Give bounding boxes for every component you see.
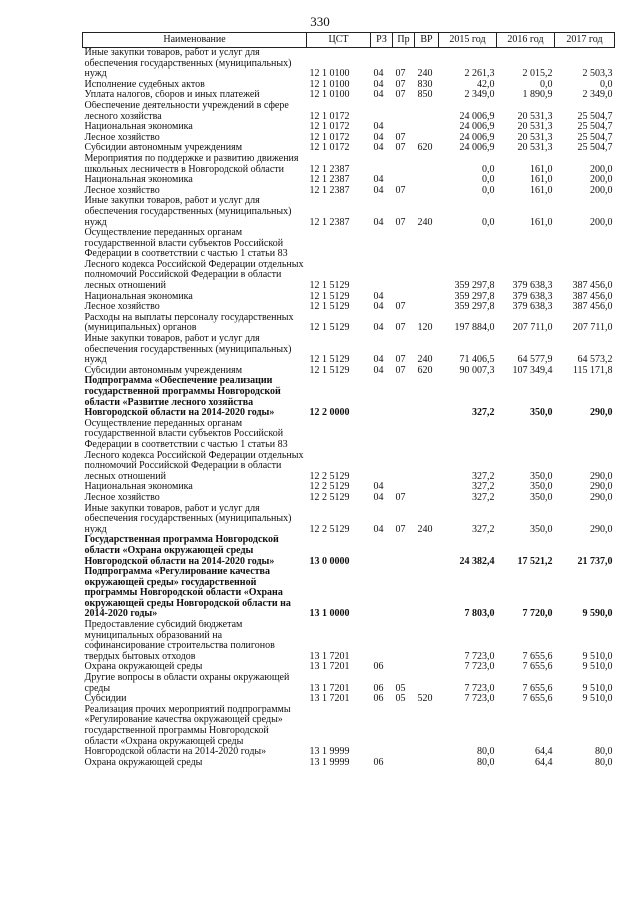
table-row — [83, 133, 615, 144]
cell-pr — [393, 228, 415, 292]
cell-name: Лесное хозяйство — [84, 185, 160, 196]
table-row — [83, 154, 615, 175]
cell-2017: 115 171,8 — [572, 365, 613, 376]
cell-vr — [415, 493, 439, 504]
cell-2017: 21 737,0 — [577, 555, 613, 567]
cell-2017: 290,0 — [590, 523, 613, 535]
cell-cst: 12 1 5129 — [309, 280, 350, 292]
cell-cst: 12 1 0100 — [309, 90, 350, 101]
cell-name: Подпрограмма «Регулирование качества окружающей среды» государственной программы Новгородской области «Охрана окружающей среды Новгородской области на 2014-2020 годы» — [84, 567, 291, 620]
cell-vr: 240 — [417, 523, 433, 535]
cell-name: Лесное хозяйство — [84, 492, 160, 503]
cell-2016: 161,0 — [530, 216, 553, 228]
cell-2016: 379 638,3 — [512, 291, 553, 302]
cell-name: Исполнение судебных актов — [84, 79, 205, 90]
cell-2017: 387 456,0 — [572, 291, 613, 302]
cell-2015: 42,0 — [477, 79, 495, 90]
cell-rz: 04 — [373, 122, 384, 133]
cell-2015: 0,0 — [482, 163, 495, 175]
cell-2017: 290,0 — [590, 482, 613, 493]
cell-cst: 12 1 0172 — [309, 143, 350, 154]
cell-2016: 64,4 — [535, 746, 553, 758]
cell-rz: 06 — [373, 662, 384, 673]
cell-name: Национальная экономика — [84, 291, 193, 302]
cell-2015: 327,2 — [472, 492, 495, 503]
cell-pr — [393, 419, 415, 483]
cell-2016: 7 720,0 — [522, 608, 553, 620]
cell-pr — [393, 620, 415, 662]
col-vr-header: ВР — [415, 33, 439, 48]
cell-2016: 379 638,3 — [512, 280, 553, 292]
cell-pr: 07 — [395, 523, 406, 535]
cell-2017: 200,0 — [590, 175, 613, 186]
cell-pr — [393, 662, 415, 673]
cell-vr — [415, 302, 439, 313]
cell-cst: 12 1 2387 — [309, 175, 350, 186]
cell-vr — [415, 228, 439, 292]
cell-pr — [393, 758, 415, 769]
cell-pr — [393, 154, 415, 175]
cell-pr: 07 — [395, 90, 406, 101]
cell-2015: 7 723,0 — [464, 662, 495, 673]
table-row — [83, 620, 615, 662]
col-2017-header: 2017 год — [555, 33, 615, 48]
cell-2017: 9 590,0 — [582, 608, 613, 620]
table-row — [83, 196, 615, 228]
cell-rz: 04 — [373, 365, 384, 376]
cell-rz: 04 — [373, 68, 384, 80]
cell-vr — [415, 175, 439, 186]
cell-2015: 90 007,3 — [459, 365, 495, 376]
table-row — [83, 313, 615, 334]
cell-2017: 64 573,2 — [577, 354, 613, 366]
cell-pr — [393, 567, 415, 620]
cell-cst: 12 1 0100 — [309, 68, 350, 80]
cell-2017: 290,0 — [590, 492, 613, 503]
cell-2015: 359 297,8 — [454, 302, 495, 313]
cell-pr: 07 — [395, 492, 406, 503]
cell-2017: 25 504,7 — [577, 132, 613, 143]
cell-2016: 161,0 — [530, 175, 553, 186]
cell-pr: 07 — [395, 354, 406, 366]
table-row — [83, 493, 615, 504]
cell-2015: 359 297,8 — [454, 280, 495, 292]
cell-vr: 240 — [417, 68, 433, 80]
cell-rz: 04 — [373, 79, 384, 90]
cell-pr — [393, 122, 415, 133]
col-2015-header: 2015 год — [439, 33, 497, 48]
cell-vr — [415, 133, 439, 144]
cell-name: Расходы на выплаты персоналу государственных (муниципальных) органов — [84, 312, 294, 334]
cell-rz: 04 — [373, 302, 384, 313]
cell-2017: 200,0 — [590, 216, 613, 228]
cell-rz — [371, 705, 393, 758]
cell-2015: 24 006,9 — [459, 110, 495, 122]
cell-cst: 13 1 9999 — [309, 757, 350, 768]
cell-rz: 04 — [373, 216, 384, 228]
cell-2017: 290,0 — [590, 470, 613, 482]
cell-rz — [371, 228, 393, 292]
cell-2016: 7 655,6 — [522, 682, 553, 694]
cell-name: Иные закупки товаров, работ и услуг для обеспечения государственных (муниципальных) нужд — [84, 334, 292, 366]
cell-2015: 24 006,9 — [459, 122, 495, 133]
table-row — [83, 48, 615, 80]
cell-name: Предоставление субсидий бюджетам муниципальных образований на софинансирование строительства полигонов твердых бытовых отходов — [84, 620, 275, 662]
cell-2017: 200,0 — [590, 185, 613, 196]
table-row — [83, 419, 615, 483]
cell-vr: 240 — [417, 216, 433, 228]
cell-name: Национальная экономика — [84, 175, 193, 186]
cell-2015: 24 006,9 — [459, 132, 495, 143]
cell-rz — [371, 419, 393, 483]
cell-vr: 850 — [417, 90, 433, 101]
cell-cst: 12 1 0100 — [309, 79, 350, 90]
cell-2017: 0,0 — [600, 79, 613, 90]
cell-2016: 350,0 — [530, 482, 553, 493]
cell-2016: 20 531,3 — [517, 122, 553, 133]
cell-2017: 25 504,7 — [577, 143, 613, 154]
cell-pr — [393, 101, 415, 122]
cell-name: Лесное хозяйство — [84, 132, 160, 143]
table-row — [83, 143, 615, 154]
cell-vr — [415, 292, 439, 303]
cell-vr — [415, 535, 439, 567]
cell-rz — [371, 376, 393, 418]
cell-vr — [415, 662, 439, 673]
cell-name: Осуществление переданных органам государственной власти субъектов Российской Федерации в соответствии с частью 1 статьи 83 Лесного кодекса Российской Федерации отдельных полномочий Российской Федерации в области лесных отношений — [84, 418, 304, 482]
cell-cst: 13 1 7201 — [309, 650, 350, 662]
cell-rz: 04 — [373, 185, 384, 196]
cell-vr — [415, 673, 439, 694]
cell-2016: 161,0 — [530, 163, 553, 175]
table-row — [83, 673, 615, 694]
cell-cst: 12 1 0172 — [309, 110, 350, 122]
col-pr-header: Пр — [393, 33, 415, 48]
cell-2015: 80,0 — [477, 746, 495, 758]
cell-vr — [415, 101, 439, 122]
col-name-header: Наименование — [83, 33, 307, 48]
cell-2015: 327,2 — [472, 407, 495, 419]
cell-name: Подпрограмма «Обеспечение реализации государственной программы Новгородской области «Развитие лесного хозяйства Новгородской области на 2014-2020 годы» — [84, 376, 281, 419]
cell-name: Субсидии автономным учреждениям — [84, 143, 243, 154]
table-row — [83, 366, 615, 377]
table-row — [83, 292, 615, 303]
cell-cst: 12 2 5129 — [309, 492, 350, 503]
cell-2015: 0,0 — [482, 175, 495, 186]
cell-2015: 0,0 — [482, 216, 495, 228]
cell-rz: 04 — [373, 482, 384, 493]
cell-vr: 520 — [417, 694, 433, 705]
table-row — [83, 175, 615, 186]
cell-2016: 1 890,9 — [522, 90, 553, 101]
cell-pr: 07 — [395, 143, 406, 154]
cell-rz: 04 — [373, 90, 384, 101]
cell-2017: 200,0 — [590, 163, 613, 175]
cell-pr: 07 — [395, 302, 406, 313]
cell-2015: 327,2 — [472, 470, 495, 482]
col-cst-header: ЦСТ — [307, 33, 371, 48]
cell-2015: 0,0 — [482, 185, 495, 196]
cell-cst: 12 1 5129 — [309, 291, 350, 302]
cell-2017: 80,0 — [595, 757, 613, 768]
cell-2016: 20 531,3 — [517, 132, 553, 143]
cell-pr: 07 — [395, 185, 406, 196]
cell-2017: 290,0 — [590, 407, 613, 419]
cell-pr: 05 — [395, 694, 406, 705]
cell-vr — [415, 154, 439, 175]
cell-name: Другие вопросы в области охраны окружающей среды — [84, 673, 290, 694]
cell-name: Охрана окружающей среды — [84, 757, 203, 768]
cell-name: Национальная экономика — [84, 122, 193, 133]
table-row — [83, 228, 615, 292]
cell-2016: 350,0 — [530, 407, 553, 419]
cell-vr: 620 — [417, 365, 433, 376]
table-row — [83, 122, 615, 133]
table-row — [83, 705, 615, 758]
cell-cst: 13 1 7201 — [309, 694, 350, 705]
cell-2015: 7 723,0 — [464, 682, 495, 694]
table-row — [83, 694, 615, 705]
cell-pr: 07 — [395, 322, 406, 334]
table-row — [83, 90, 615, 101]
cell-2015: 24 382,4 — [459, 555, 495, 567]
cell-cst: 12 1 0172 — [309, 122, 350, 133]
cell-vr — [415, 705, 439, 758]
cell-2016: 379 638,3 — [512, 302, 553, 313]
cell-rz: 04 — [373, 143, 384, 154]
cell-rz — [371, 620, 393, 662]
cell-2017: 9 510,0 — [582, 650, 613, 662]
cell-2017: 9 510,0 — [582, 682, 613, 694]
cell-2016: 64 577,9 — [517, 354, 553, 366]
cell-name: Государственная программа Новгородской области «Охрана окружающей среды Новгородской области на 2014-2020 годы» — [84, 535, 279, 567]
cell-2016: 350,0 — [530, 492, 553, 503]
cell-vr: 620 — [417, 143, 433, 154]
cell-2016: 2 015,2 — [522, 68, 553, 80]
cell-rz: 04 — [373, 354, 384, 366]
cell-cst: 12 2 5129 — [309, 482, 350, 493]
cell-vr — [415, 482, 439, 493]
cell-2015: 7 723,0 — [464, 650, 495, 662]
cell-name: Лесное хозяйство — [84, 302, 160, 313]
col-2016-header: 2016 год — [497, 33, 555, 48]
cell-name: Обеспечение деятельности учреждений в сфере лесного хозяйства — [84, 100, 289, 122]
cell-rz: 06 — [373, 757, 384, 768]
cell-rz — [371, 567, 393, 620]
cell-name: Иные закупки товаров, работ и услуг для обеспечения государственных (муниципальных) нужд — [84, 503, 292, 535]
cell-2015: 2 261,3 — [464, 68, 495, 80]
budget-table — [82, 32, 615, 768]
cell-vr — [415, 620, 439, 662]
cell-2015: 327,2 — [472, 523, 495, 535]
cell-pr — [393, 482, 415, 493]
cell-cst: 12 1 2387 — [309, 185, 350, 196]
cell-2015: 7 723,0 — [464, 694, 495, 705]
cell-vr: 830 — [417, 79, 433, 90]
cell-cst: 12 2 5129 — [309, 470, 350, 482]
cell-2017: 9 510,0 — [582, 662, 613, 673]
cell-cst: 12 1 5129 — [309, 302, 350, 313]
cell-pr — [393, 535, 415, 567]
table-row — [83, 376, 615, 418]
cell-pr — [393, 175, 415, 186]
table-header — [83, 33, 615, 48]
cell-rz: 04 — [373, 175, 384, 186]
cell-vr — [415, 186, 439, 197]
table-row — [83, 482, 615, 493]
cell-2017: 25 504,7 — [577, 110, 613, 122]
cell-rz — [371, 535, 393, 567]
cell-2016: 7 655,6 — [522, 694, 553, 705]
cell-2017: 387 456,0 — [572, 302, 613, 313]
cell-name: Мероприятия по поддержке и развитию движения школьных лесничеств в Новгородской области — [84, 153, 299, 175]
cell-2015: 327,2 — [472, 482, 495, 493]
cell-rz: 04 — [373, 291, 384, 302]
cell-name: Субсидии автономным учреждениям — [84, 365, 243, 376]
page-number: 330 — [310, 14, 330, 29]
cell-2016: 7 655,6 — [522, 650, 553, 662]
cell-cst: 12 1 0172 — [309, 132, 350, 143]
cell-vr — [415, 758, 439, 769]
cell-cst: 13 1 7201 — [309, 662, 350, 673]
cell-pr: 07 — [395, 132, 406, 143]
cell-rz: 04 — [373, 492, 384, 503]
cell-name: Иные закупки товаров, работ и услуг для обеспечения государственных (муниципальных) нужд — [84, 196, 292, 228]
cell-cst: 12 1 2387 — [309, 216, 350, 228]
cell-cst: 12 2 5129 — [309, 523, 350, 535]
table-body — [83, 48, 615, 769]
table-row — [83, 334, 615, 366]
cell-cst: 13 1 9999 — [309, 746, 350, 758]
cell-cst: 12 2 0000 — [309, 407, 350, 419]
cell-2016: 207 711,0 — [512, 322, 553, 334]
cell-pr: 07 — [395, 365, 406, 376]
cell-2016: 20 531,3 — [517, 143, 553, 154]
cell-cst: 12 1 5129 — [309, 322, 350, 334]
cell-2015: 359 297,8 — [454, 291, 495, 302]
table-row — [83, 101, 615, 122]
cell-pr — [393, 376, 415, 418]
cell-rz: 04 — [373, 523, 384, 535]
col-rz-header: РЗ — [371, 33, 393, 48]
cell-2015: 80,0 — [477, 757, 495, 768]
cell-cst: 12 1 5129 — [309, 365, 350, 376]
cell-cst: 13 1 0000 — [309, 608, 350, 620]
cell-name: Реализация прочих мероприятий подпрограммы «Регулирование качества окружающей среды» государственной программы Новгородской области «Охрана окружающей среды Новгородской области на 2014-2020 годы» — [84, 704, 291, 758]
table-row — [83, 662, 615, 673]
cell-2017: 207 711,0 — [572, 322, 613, 334]
cell-cst: 13 0 0000 — [309, 555, 350, 567]
cell-cst: 13 1 7201 — [309, 682, 350, 694]
cell-2016: 107 349,4 — [512, 365, 553, 376]
cell-2016: 161,0 — [530, 185, 553, 196]
cell-pr: 07 — [395, 216, 406, 228]
cell-2017: 25 504,7 — [577, 122, 613, 133]
cell-2017: 80,0 — [595, 746, 613, 758]
cell-2017: 2 349,0 — [582, 90, 613, 101]
cell-pr — [393, 705, 415, 758]
cell-vr — [415, 376, 439, 418]
table-row — [83, 504, 615, 536]
table-row — [83, 186, 615, 197]
cell-vr — [415, 419, 439, 483]
cell-2016: 20 531,3 — [517, 110, 553, 122]
cell-2016: 350,0 — [530, 523, 553, 535]
cell-2015: 7 803,0 — [464, 608, 495, 620]
cell-rz — [371, 154, 393, 175]
table-row — [83, 302, 615, 313]
cell-vr — [415, 567, 439, 620]
cell-rz: 06 — [373, 694, 384, 705]
cell-2015: 2 349,0 — [464, 90, 495, 101]
cell-2016: 350,0 — [530, 470, 553, 482]
cell-name: Национальная экономика — [84, 482, 193, 493]
cell-name: Субсидии — [84, 694, 127, 705]
table-row — [83, 80, 615, 91]
cell-pr: 07 — [395, 68, 406, 80]
cell-vr: 240 — [417, 354, 433, 366]
cell-2015: 71 406,5 — [459, 354, 495, 366]
cell-2015: 24 006,9 — [459, 143, 495, 154]
cell-2017: 9 510,0 — [582, 694, 613, 705]
cell-name: Осуществление переданных органам государственной власти субъектов Российской Федерации в соответствии с частью 1 статьи 83 Лесного кодекса Российской Федерации отдельных полномочий Российской Федерации в области лесных отношений — [84, 228, 304, 292]
table-row — [83, 567, 615, 620]
cell-name: Охрана окружающей среды — [84, 662, 203, 673]
cell-2017: 387 456,0 — [572, 280, 613, 292]
cell-pr: 05 — [395, 682, 406, 694]
cell-rz: 04 — [373, 132, 384, 143]
table-row — [83, 535, 615, 567]
cell-2016: 0,0 — [540, 79, 553, 90]
cell-2015: 197 884,0 — [454, 322, 495, 334]
cell-2017: 2 503,3 — [582, 68, 613, 80]
cell-pr: 07 — [395, 79, 406, 90]
cell-vr — [415, 122, 439, 133]
cell-2016: 7 655,6 — [522, 662, 553, 673]
table-row — [83, 758, 615, 769]
cell-rz — [371, 101, 393, 122]
cell-rz: 04 — [373, 322, 384, 334]
cell-vr: 120 — [417, 322, 433, 334]
cell-2016: 64,4 — [535, 757, 553, 768]
cell-name: Иные закупки товаров, работ и услуг для обеспечения государственных (муниципальных) нужд — [84, 47, 292, 80]
cell-name: Уплата налогов, сборов и иных платежей — [84, 90, 260, 101]
cell-2016: 17 521,2 — [517, 555, 553, 567]
cell-pr — [393, 292, 415, 303]
cell-rz: 06 — [373, 682, 384, 694]
cell-cst: 12 1 2387 — [309, 163, 350, 175]
cell-cst: 12 1 5129 — [309, 354, 350, 366]
